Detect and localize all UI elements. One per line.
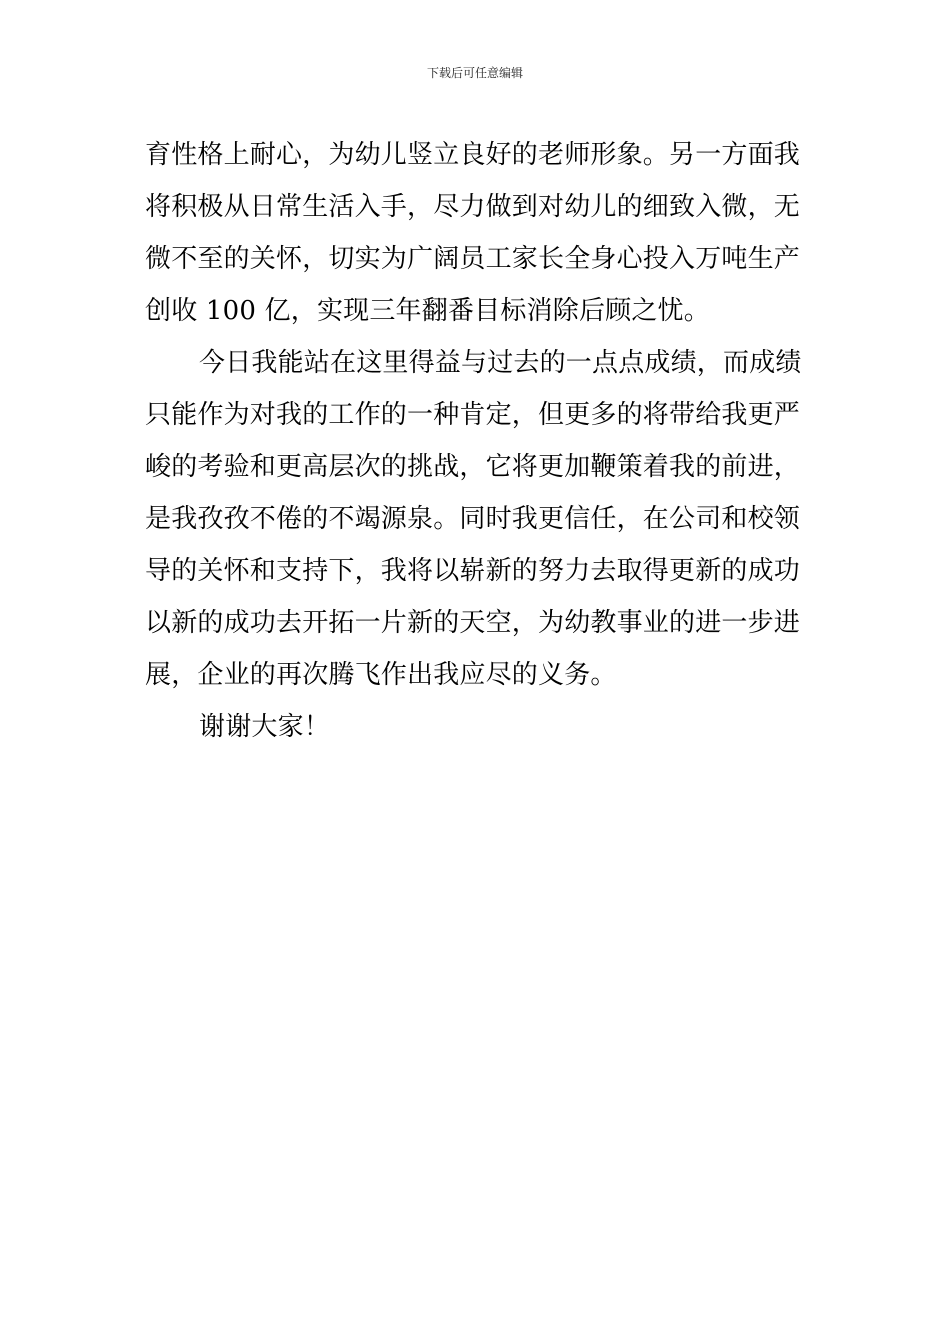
paragraph-line: 峻的考验和更高层次的挑战，它将更加鞭策着我的前进，	[145, 452, 801, 482]
closing-thanks: 谢谢大家！	[199, 712, 331, 742]
document-body	[145, 129, 810, 753]
paragraph-line: 将积极从日常生活入手，尽力做到对幼儿的细致入微，无	[145, 192, 801, 222]
paragraph-line: 微不至的关怀，切实为广阔员工家长全身心投入万吨生产	[145, 244, 801, 274]
paragraph-line: 展，企业的再次腾飞作出我应尽的义务。	[145, 660, 617, 690]
paragraph-1	[145, 129, 810, 337]
paragraph-2	[145, 337, 810, 701]
paragraph-line: 育性格上耐心，为幼儿竖立良好的老师形象。另一方面我	[145, 140, 801, 170]
paragraph-line: 创收 100 亿，实现三年翻番目标消除后顾之忧。	[145, 296, 710, 326]
paragraph-line: 以新的成功去开拓一片新的天空，为幼教事业的进一步进	[145, 608, 801, 638]
page-header-note: 下载后可任意编辑	[426, 66, 523, 80]
paragraph-line: 只能作为对我的工作的一种肯定，但更多的将带给我更严	[145, 400, 801, 430]
paragraph-line: 是我孜孜不倦的不竭源泉。同时我更信任，在公司和校领	[145, 504, 801, 534]
paragraph-3	[145, 701, 810, 753]
paragraph-line-indented: 今日我能站在这里得益与过去的一点点成绩，而成绩	[199, 348, 802, 378]
paragraph-line: 导的关怀和支持下，我将以崭新的努力去取得更新的成功	[145, 556, 801, 586]
